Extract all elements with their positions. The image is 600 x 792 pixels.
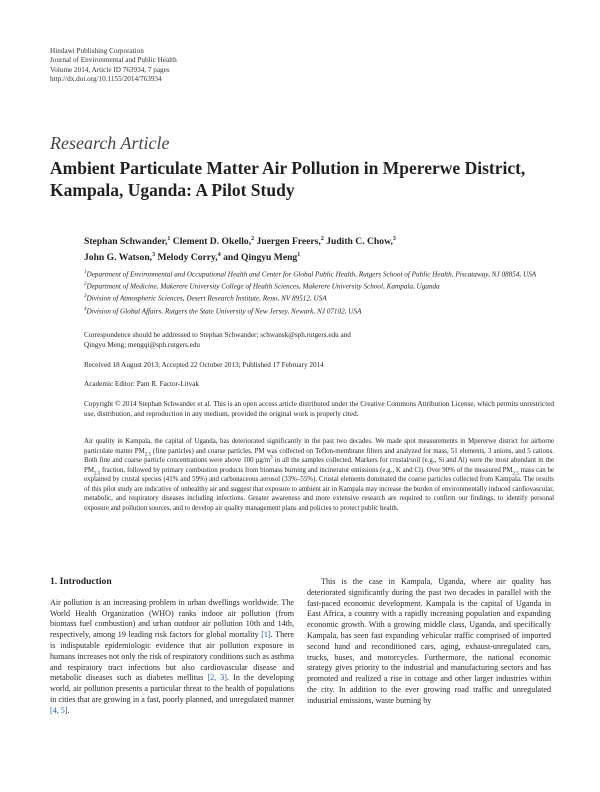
author: Melody Corry,$^4$: [157, 251, 221, 263]
body-paragraph: Air pollution is an increasing problem in urban dwellings worldwide. The World Health Organization (WHO) ranks indoor air pollution (from biomass fuel combustion) and urban outdoor air pollution 10th and 14th, respectively, among 19 leading risk factors for global mortality [1]. There is indisputable epidemiologic evidence that air pollution exposure in humans increases not only the risk of respiratory conditions such as asthma and respiratory tract infections but also cardiovascular disease and metabolic diseases such as diabetes mellitus [2, 3]. In the developing world, air pollution presents a particular threat to the health of populations in cities that are growing in a fast, poorly planned, and unregulated manner [4, 5].: [50, 597, 295, 715]
copyright-notice: Copyright © 2014 Stephan Schwander et al. This is an open access article distributed under the Creative Commons Attribution License, which permits unrestricted use, distribution, and reproduction in any medium, provided the original work is properly cited.: [84, 400, 554, 418]
author: John G. Watson,$^3$: [84, 251, 156, 263]
journal-masthead: [50, 47, 177, 84]
paper-title: Ambient Particulate Matter Air Pollution in Mpererwe District, Kampala, Uganda: A Pilot Study: [50, 158, 526, 200]
volume-info: Volume 2014, Article ID 763934, 7 pages: [50, 65, 170, 74]
abstract: Air quality in Kampala, the capital of Uganda, has deteriorated significantly in the past two decades. We made spot measurements in Mpererwe district for airborne particulate matter $PM_{2.5}$ (fine particles) and coarse particles. PM was collected on Teflon-membrane filters and analyzed for mass, 51 elements, 3 anions, and 5 cations. Both fine and coarse particle concentrations were above 100 $\mu g/m^3$ in all the samples collected. Markers for crustal/soil (e.g., Si and Al) were the most abundant in the $PM_{2.5}$ fraction, followed by primary combustion products from biomass burning and incinerator emissions (e.g., K and Cl). Over 90% of the measured $PM_{2.5}$ mass can be explained by crustal species (41% and 59%) and carbonaceous aerosol (33%–55%). Crustal elements dominated the coarse particles collected from Kampala. The results of this pilot study are indicative of unhealthy air and suggest that exposure to ambient air in Kampala may increase the burden of environmentally induced cardiovascular, metabolic, and respiratory diseases including infections. Greater awareness and more extensive research are required to confirm our findings, to identify personal exposure and pollution sources, and to develop air quality management plans and policies to protect public health.: [84, 438, 554, 512]
citation-link[interactable]: [2, 3]: [207, 673, 228, 683]
doi-link[interactable]: http://dx.doi.org/10.1155/2014/763934: [50, 74, 162, 83]
citation-link[interactable]: [1]: [261, 630, 271, 640]
affiliation: $^4$Division of Global Affairs, Rutgers the State University of New Jersey, Newark, NJ 07102, USA: [84, 306, 362, 315]
correspondence: Correspondence should be addressed to Stephan Schwander; schwansk@sph.rutgers.edu and Qingyu Meng; mengqi@sph.rutgers.edu: [84, 331, 351, 349]
body-paragraph: This is the case in Kampala, Uganda, where air quality has deteriorated significantly during the past two decades in parallel with the fast-paced economic development. Kampala is the capital of Uganda in East Africa, a country with a rapidly increasing population and expanding economic growth. With a growing middle class, Uganda, and specifically Kampala, has seen fast expanding vehicular traffic comprised of imported second hand and reconditioned cars, aging, exhaust-unregulated cars, trucks, buses, and motorcycles. Furthermore, the national economic strategy gives priority to the industrial and manufacturing sectors and has promoted and realized a rise in cottage and other larger industries within the city. In addition to the ever growing road traffic and unregulated industrial emissions, waste burning by: [307, 577, 551, 705]
affiliation: $^3$Division of Atmospheric Sciences, Desert Research Institute, Reno, NV 89512, USA: [84, 294, 327, 303]
author: Juergen Freers,$^2$: [256, 236, 324, 248]
body-column-right: [307, 577, 551, 707]
affiliation-list: [84, 268, 554, 317]
affiliation: $^2$Department of Medicine, Makerere University College of Health Sciences, Makerere University School, Kampala, Uganda: [84, 282, 440, 291]
body-column-left: [50, 577, 294, 717]
author: Judith C. Chow,$^3$: [326, 236, 396, 248]
author: Stephan Schwander,$^1$: [84, 236, 171, 248]
academic-editor: Academic Editor: Pam R. Factor-Litvak: [84, 380, 200, 388]
author-list: [84, 233, 554, 264]
journal-name: Journal of Environmental and Public Health: [50, 56, 177, 65]
author: Clement D. Okello,$^2$: [172, 236, 255, 248]
author: and Qingyu Meng$^1$: [223, 251, 301, 263]
publisher-name: Hindawi Publishing Corporation: [50, 47, 144, 55]
article-type: Research Article: [50, 133, 170, 153]
citation-link[interactable]: [4, 5]: [50, 705, 68, 715]
affiliation: $^1$Department of Environmental and Occupational Health and Center for Global Public Health, Rutgers School of Public Health, Piscataway, NJ 08854, USA: [84, 270, 537, 279]
publication-dates: Received 18 August 2013; Accepted 22 October 2013; Published 17 February 2014: [84, 361, 324, 369]
section-heading: 1. Introduction: [50, 576, 112, 587]
